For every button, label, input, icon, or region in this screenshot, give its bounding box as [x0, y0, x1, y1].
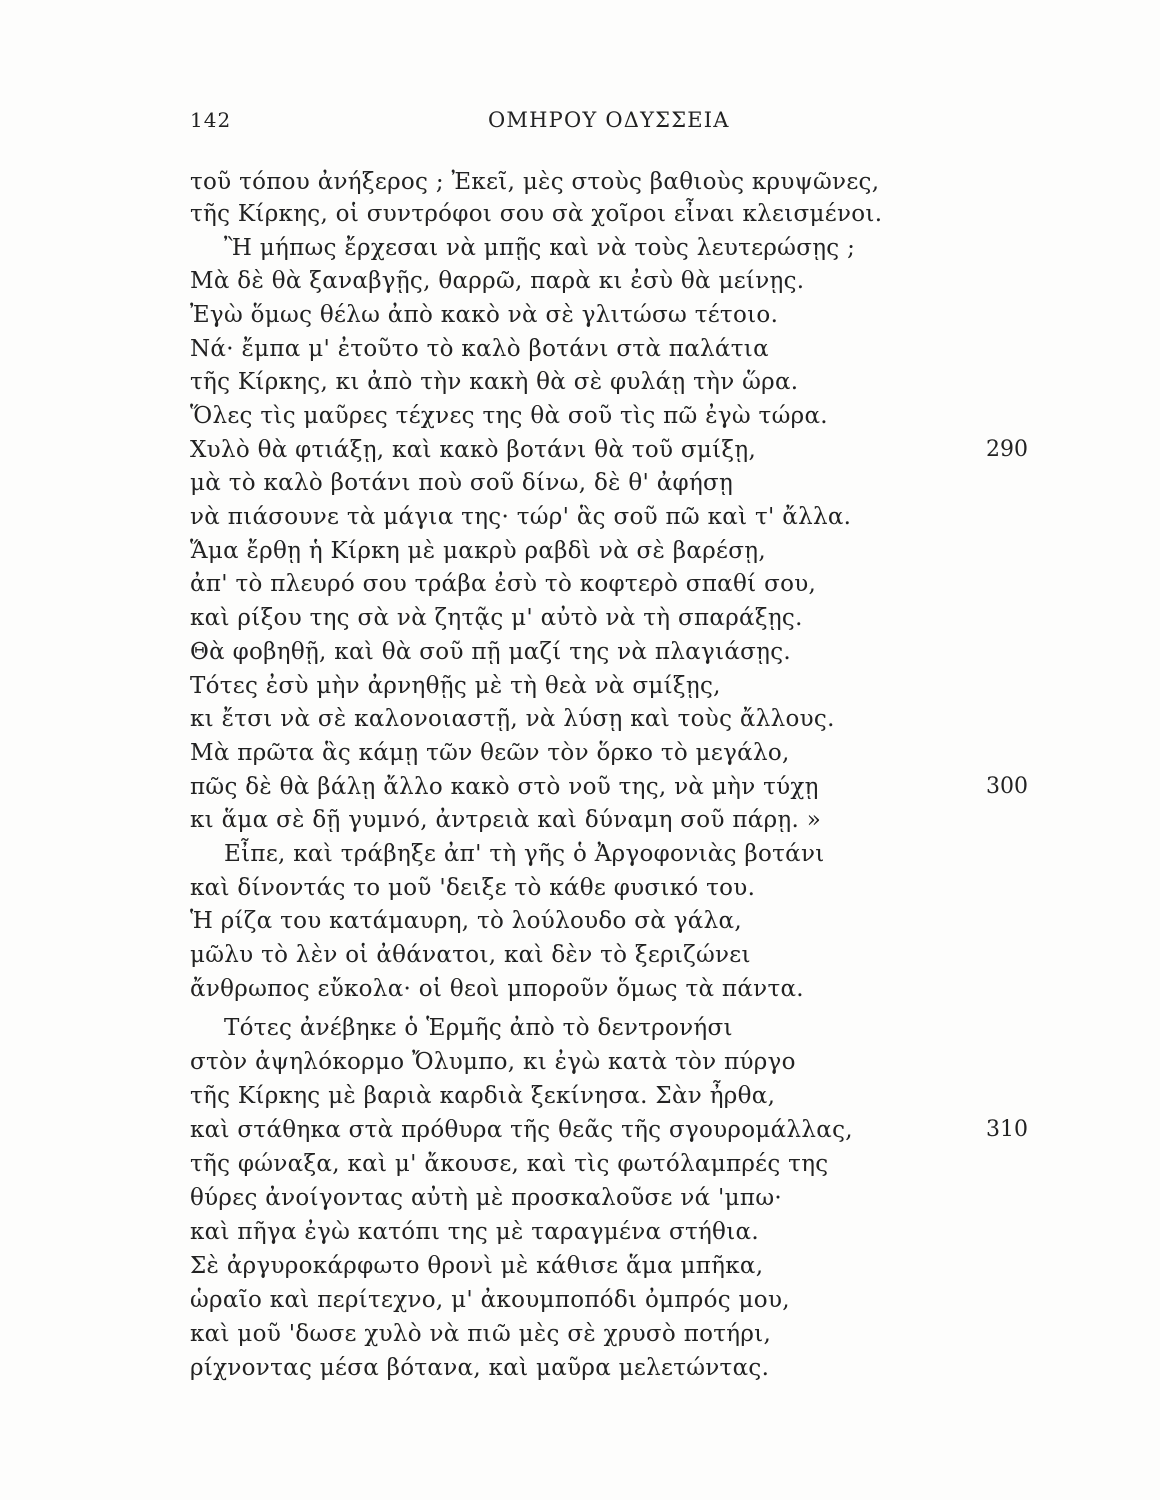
- verse-line: Ἐγὼ ὅμως θέλω ἀπὸ κακὸ νὰ σὲ γλιτώσω τέτοιο.: [190, 302, 779, 328]
- verse-line: Χυλὸ θὰ φτιάξῃ, καὶ κακὸ βοτάνι θὰ τοῦ σμίξῃ,: [190, 437, 757, 463]
- verse-line: καὶ πῆγα ἐγὼ κατόπι της μὲ ταραγμένα στήθια.: [190, 1219, 759, 1245]
- verse-line: Ἢ μήπως ἔρχεσαι νὰ μπῇς καὶ νὰ τοὺς λευτερώσῃς ;: [224, 235, 856, 261]
- line-number-300: 300: [986, 774, 1028, 799]
- verse-line: τῆς φώναξα, καὶ μ' ἄκουσε, καὶ τὶς φωτόλαμπρές της: [190, 1151, 829, 1177]
- verse-line: Τότες ἀνέβηκε ὁ Ἑρμῆς ἀπὸ τὸ δεντρονήσι: [224, 1015, 733, 1041]
- verse-line: καὶ στάθηκα στὰ πρόθυρα τῆς θεᾶς τῆς σγουρομάλλας,: [190, 1117, 853, 1143]
- verse-line: τῆς Κίρκης, οἱ συντρόφοι σου σὰ χοῖροι εἶναι κλεισμένοι.: [190, 201, 883, 227]
- verse-line: ρίχνοντας μέσα βότανα, καὶ μαῦρα μελετώντας.: [190, 1355, 770, 1381]
- verse-line: ὡραῖο καὶ περίτεχνο, μ' ἀκουμποπόδι ὀμπρός μου,: [190, 1287, 790, 1313]
- verse-line: Μὰ πρῶτα ἃς κάμῃ τῶν θεῶν τὸν ὅρκο τὸ μεγάλο,: [190, 740, 790, 766]
- verse-line: θύρες ἀνοίγοντας αὐτὴ μὲ προσκαλοῦσε νά 'μπω·: [190, 1185, 782, 1211]
- verse-line: τοῦ τόπου ἀνήξερος ; Ἐκεῖ, μὲς στοὺς βαθιοὺς κρυψῶνες,: [190, 169, 880, 195]
- verse-line: τῆς Κίρκης, κι ἀπὸ τὴν κακὴ θὰ σὲ φυλάῃ τὴν ὥρα.: [190, 369, 799, 395]
- verse-line: πῶς δὲ θὰ βάλῃ ἄλλο κακὸ στὸ νοῦ της, νὰ μὴν τύχῃ: [190, 774, 819, 800]
- verse-line: Μὰ δὲ θὰ ξαναβγῇς, θαρρῶ, παρὰ κι ἐσὺ θὰ μείνῃς.: [190, 268, 805, 294]
- verse-line: καὶ ρίξου της σὰ νὰ ζητᾷς μ' αὐτὸ νὰ τὴ σπαράξῃς.: [190, 605, 803, 631]
- line-number-310: 310: [986, 1117, 1028, 1142]
- verse-line: Ἅμα ἔρθῃ ἡ Κίρκη μὲ μακρὺ ραβδὶ νὰ σὲ βαρέσῃ,: [190, 538, 766, 564]
- verse-line: κι ἅμα σὲ δῇ γυμνό, ἀντρειὰ καὶ δύναμη σοῦ πάρῃ. »: [190, 807, 822, 833]
- verse-line: Σὲ ἀργυροκάρφωτο θρονὶ μὲ κάθισε ἅμα μπῆκα,: [190, 1253, 764, 1279]
- page-number: 142: [190, 108, 232, 132]
- verse-line: Εἶπε, καὶ τράβηξε ἀπ' τὴ γῆς ὁ Ἀργοφονιὰς βοτάνι: [224, 841, 825, 867]
- verse-line: καὶ δίνοντάς το μοῦ 'δειξε τὸ κάθε φυσικό του.: [190, 875, 756, 901]
- verse-line: Τότες ἐσὺ μὴν ἀρνηθῇς μὲ τὴ θεὰ νὰ σμίξῃς,: [190, 673, 721, 699]
- verse-line: καὶ μοῦ 'δωσε χυλὸ νὰ πιῶ μὲς σὲ χρυσὸ ποτήρι,: [190, 1321, 772, 1347]
- verse-line: ἀπ' τὸ πλευρό σου τράβα ἐσὺ τὸ κοφτερὸ σπαθί σου,: [190, 571, 817, 597]
- verse-line: τῆς Κίρκης μὲ βαριὰ καρδιὰ ξεκίνησα. Σὰν ἦρθα,: [190, 1083, 776, 1109]
- verse-line: Θὰ φοβηθῇ, καὶ θὰ σοῦ πῇ μαζί της νὰ πλαγιάσῃς.: [190, 639, 792, 665]
- running-title: ΟΜΗΡΟΥ ΟΔΥΣΣΕΙΑ: [488, 108, 730, 132]
- line-number-290: 290: [986, 437, 1028, 462]
- verse-line: νὰ πιάσουνε τὰ μάγια της· τώρ' ἃς σοῦ πῶ καὶ τ' ἄλλα.: [190, 504, 852, 530]
- verse-line: Ὅλες τὶς μαῦρες τέχνες της θὰ σοῦ τὶς πῶ ἐγὼ τώρα.: [190, 403, 828, 429]
- verse-line: ἄνθρωπος εὔκολα· οἱ θεοὶ μποροῦν ὅμως τὰ πάντα.: [190, 976, 804, 1002]
- verse-line: Ἡ ρίζα του κατάμαυρη, τὸ λούλουδο σὰ γάλα,: [190, 908, 742, 934]
- verse-line: μὰ τὸ καλὸ βοτάνι ποὺ σοῦ δίνω, δὲ θ' ἀφήσῃ: [190, 470, 734, 496]
- verse-line: κι ἔτσι νὰ σὲ καλονοιαστῇ, νὰ λύσῃ καὶ τοὺς ἄλλους.: [190, 706, 835, 732]
- verse-line: Νά· ἔμπα μ' ἐτοῦτο τὸ καλὸ βοτάνι στὰ παλάτια: [190, 336, 769, 362]
- verse-line: μῶλυ τὸ λὲν οἱ ἀθάνατοι, καὶ δὲν τὸ ξεριζώνει: [190, 942, 751, 968]
- verse-line: στὸν ἀψηλόκορμο Ὄλυμπο, κι ἐγὼ κατὰ τὸν πύργο: [190, 1049, 796, 1075]
